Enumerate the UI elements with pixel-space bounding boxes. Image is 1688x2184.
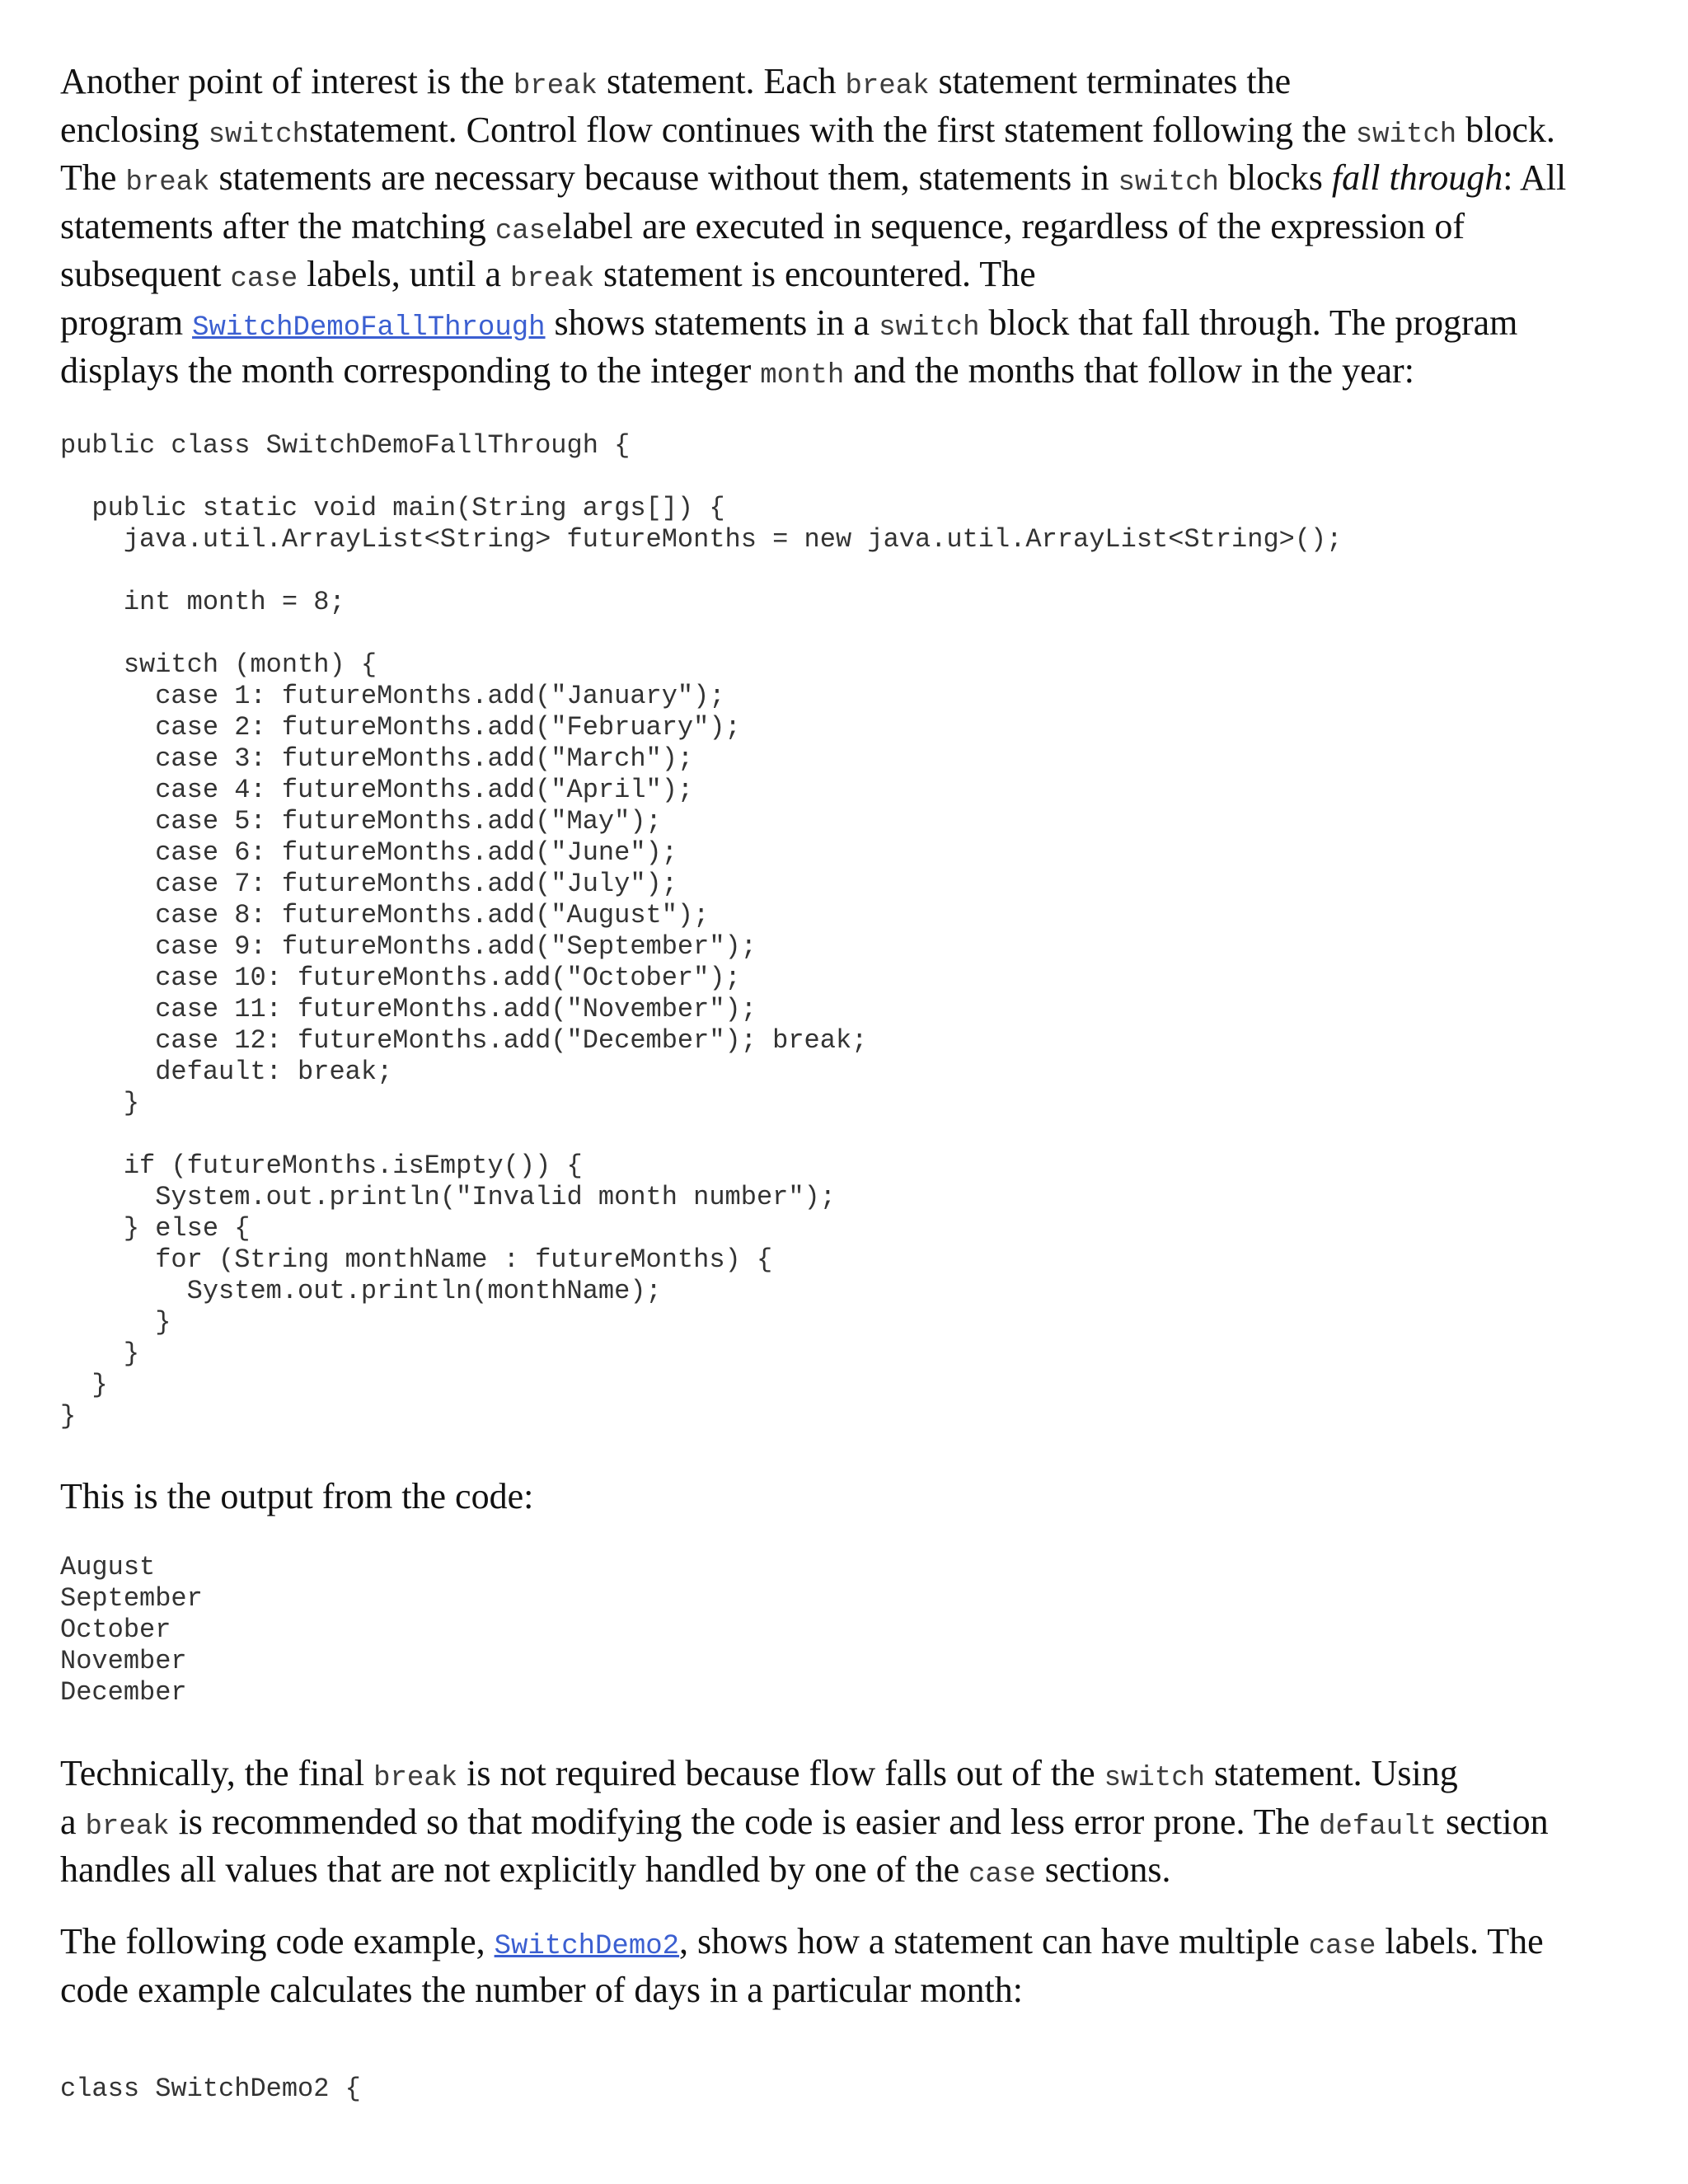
paragraph-output-intro — [60, 1475, 1626, 1519]
code-line: case 12: futureMonths.add("December"); break; — [60, 1025, 868, 1056]
paragraph-final-break — [60, 1752, 1626, 1897]
code-line: case 9: futureMonths.add("September"); — [60, 931, 757, 962]
inline-code: switch — [1118, 167, 1219, 199]
inline-code: case — [495, 215, 563, 247]
code-line: if (futureMonths.isEmpty()) { — [60, 1151, 583, 1181]
code-line: int month = 8; — [60, 587, 345, 617]
code-line: default: break; — [60, 1057, 393, 1087]
output-line: December — [60, 1677, 187, 1708]
code-line: System.out.println("Invalid month number"); — [60, 1182, 836, 1212]
code-line: case 11: futureMonths.add("November"); — [60, 994, 757, 1024]
text-line: The following code example, SwitchDemo2, shows how a statement can have multiple case labels. The — [60, 1921, 1544, 1962]
text-line: code example calculates the number of days in a particular month: — [60, 1969, 1023, 2010]
code-line: case 6: futureMonths.add("June"); — [60, 837, 678, 868]
code-line: case 10: futureMonths.add("October"); — [60, 963, 741, 993]
switchdemo2-link[interactable]: SwitchDemo2 — [494, 1931, 680, 1962]
text-line: The break statements are necessary because without them, statements in switch blocks fall through: All — [60, 157, 1567, 199]
inline-code: break — [510, 264, 595, 295]
text-line: displays the month corresponding to the integer month and the months that follow in the year: — [60, 350, 1414, 391]
code-line: case 5: futureMonths.add("May"); — [60, 806, 662, 837]
code-line: } — [60, 1088, 140, 1118]
code-block-switch-demo-fall-through — [60, 430, 1342, 1432]
paragraph-break-statement — [60, 60, 1626, 398]
text-line: Technically, the final break is not required because flow falls out of the switch statement. Using — [60, 1753, 1458, 1794]
code-line: case 8: futureMonths.add("August"); — [60, 900, 710, 930]
inline-code: break — [513, 71, 598, 102]
code-line: class SwitchDemo2 { — [60, 2074, 361, 2104]
output-block — [60, 1552, 203, 1708]
code-line: switch (month) { — [60, 649, 377, 680]
code-line: case 4: futureMonths.add("April"); — [60, 775, 694, 805]
text-line: a break is recommended so that modifying the code is easier and less error prone. The default section — [60, 1801, 1549, 1843]
text-line: Another point of interest is the break statement. Each break statement terminates the — [60, 61, 1292, 102]
code-block-switch-demo2 — [60, 2074, 361, 2105]
code-line: } — [60, 1307, 171, 1338]
code-line — [60, 555, 1342, 587]
inline-code: case — [1308, 1931, 1376, 1962]
inline-code: switch — [1355, 119, 1457, 151]
output-line: August — [60, 1552, 156, 1582]
inline-code: break — [85, 1811, 170, 1843]
output-line: October — [60, 1615, 171, 1645]
text-line: subsequent case labels, until a break statement is encountered. The — [60, 254, 1036, 295]
code-line: } — [60, 1401, 77, 1432]
code-line: case 1: futureMonths.add("January"); — [60, 681, 725, 711]
paragraph-switchdemo2-intro — [60, 1920, 1626, 2012]
inline-code: break — [373, 1763, 458, 1794]
text-line: This is the output from the code: — [60, 1476, 534, 1516]
code-line: public static void main(String args[]) { — [60, 493, 725, 523]
text-line: enclosing switchstatement. Control flow continues with the first statement following the switch block. — [60, 109, 1555, 151]
code-line — [60, 618, 1342, 649]
code-line: java.util.ArrayList<String> futureMonths = new java.util.ArrayList<String>(); — [60, 524, 1343, 555]
inline-code: switch — [1104, 1763, 1206, 1794]
inline-code: switch — [208, 119, 310, 151]
text-line: handles all values that are not explicitly handled by one of the case sections. — [60, 1849, 1171, 1891]
code-line: for (String monthName : futureMonths) { — [60, 1244, 773, 1275]
code-line: System.out.println(monthName); — [60, 1276, 662, 1306]
code-line: case 2: futureMonths.add("February"); — [60, 712, 741, 743]
inline-code: switch — [879, 312, 980, 344]
inline-code: month — [760, 360, 845, 391]
code-line: public class SwitchDemoFallThrough { — [60, 430, 631, 461]
text-line: program SwitchDemoFallThrough shows statements in a switch block that fall through. The program — [60, 302, 1518, 344]
code-line: } — [60, 1338, 140, 1369]
code-line: } else { — [60, 1213, 251, 1244]
code-line — [60, 1119, 1342, 1151]
code-line: case 7: futureMonths.add("July"); — [60, 869, 678, 899]
switchdemofallthrough-link[interactable]: SwitchDemoFallThrough — [192, 312, 546, 344]
inline-code: default — [1319, 1811, 1437, 1843]
emphasis-text: fall through — [1331, 157, 1503, 198]
text-line: statements after the matching caselabel are executed in sequence, regardless of the expression of — [60, 205, 1465, 247]
code-line: case 3: futureMonths.add("March"); — [60, 743, 694, 774]
inline-code: case — [230, 264, 298, 295]
code-line: } — [60, 1370, 108, 1400]
inline-code: case — [968, 1859, 1036, 1891]
output-line: September — [60, 1583, 203, 1614]
inline-code: break — [125, 167, 210, 199]
inline-code: break — [845, 71, 930, 102]
code-line — [60, 462, 1342, 493]
output-line: November — [60, 1646, 187, 1676]
